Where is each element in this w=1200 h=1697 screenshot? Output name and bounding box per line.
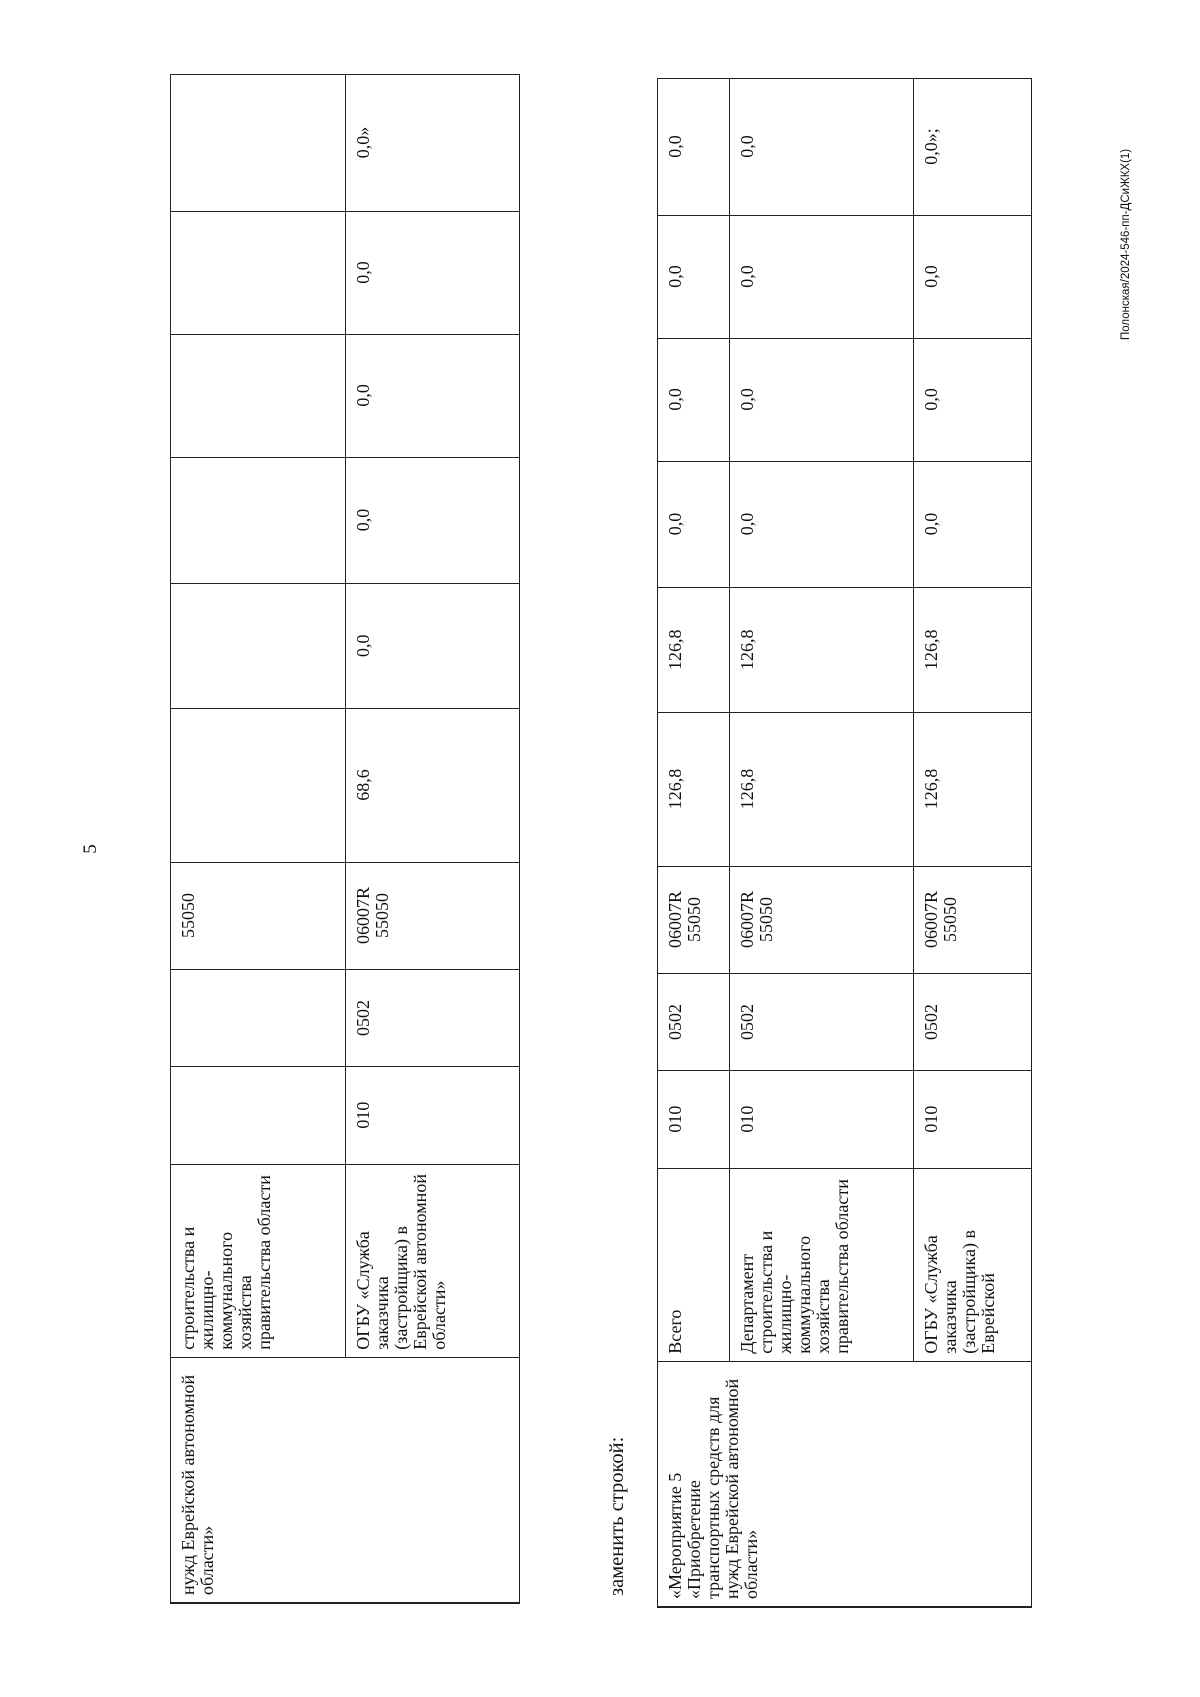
executor-cell: строительства и жилищно-коммунального хозяйства правительства области bbox=[171, 1164, 346, 1357]
rzpr-cell: 0502 bbox=[658, 974, 730, 1071]
csr-cell: 06007R 55050 bbox=[730, 866, 914, 974]
value-cell bbox=[171, 212, 346, 335]
csr-cell: 06007R 55050 bbox=[914, 866, 1032, 974]
value-cell: 0,0 bbox=[346, 584, 520, 709]
value-cell: 126,8 bbox=[914, 713, 1032, 866]
value-cell: 0,0»; bbox=[914, 79, 1032, 216]
value-cell: 0,0 bbox=[658, 338, 730, 461]
value-cell: 0,0 bbox=[658, 216, 730, 339]
value-cell: 126,8 bbox=[730, 713, 914, 866]
csr-cell: 06007R 55050 bbox=[346, 862, 520, 970]
value-cell: 0,0 bbox=[730, 338, 914, 461]
value-cell: 0,0» bbox=[346, 75, 520, 212]
value-cell bbox=[171, 75, 346, 212]
activity-cell: нужд Еврейской автономной области» bbox=[171, 1357, 520, 1603]
executor-cell: Всего bbox=[658, 1168, 730, 1361]
value-cell: 0,0 bbox=[914, 461, 1032, 587]
table-row bbox=[658, 79, 730, 1608]
table-row bbox=[171, 75, 346, 1604]
rzpr-cell: 0502 bbox=[914, 974, 1032, 1071]
value-cell bbox=[171, 334, 346, 457]
csr-cell: 06007R 55050 bbox=[658, 866, 730, 974]
value-cell: 0,0 bbox=[346, 212, 520, 335]
value-cell: 0,0 bbox=[346, 457, 520, 583]
value-cell: 0,0 bbox=[730, 216, 914, 339]
old-row-table bbox=[170, 74, 520, 1604]
rzpr-cell bbox=[171, 970, 346, 1067]
executor-cell: ОГБУ «Служба заказчика (застройщика) в Еврейской bbox=[914, 1168, 1032, 1361]
value-cell: 0,0 bbox=[914, 216, 1032, 339]
document-reference-code: Полонская/2024-546-пп-ДСиЖКХ(1) bbox=[1120, 148, 1132, 340]
value-cell: 0,0 bbox=[730, 461, 914, 587]
executor-cell: Департамент строительства и жилищно-коммунального хозяйства правительства области bbox=[730, 1168, 914, 1361]
activity-cell: «Мероприятие 5 «Приобретение транспортных средств для нужд Еврейской автономной области» bbox=[658, 1361, 1032, 1607]
page-number: 5 bbox=[80, 844, 101, 854]
csr-cell: 55050 bbox=[171, 862, 346, 970]
value-cell bbox=[171, 457, 346, 583]
rzpr-cell: 0502 bbox=[730, 974, 914, 1071]
value-cell: 126,8 bbox=[730, 588, 914, 713]
grbs-cell bbox=[171, 1067, 346, 1164]
value-cell: 126,8 bbox=[658, 713, 730, 866]
value-cell bbox=[171, 709, 346, 862]
value-cell: 0,0 bbox=[346, 334, 520, 457]
rzpr-cell: 0502 bbox=[346, 970, 520, 1067]
grbs-cell: 010 bbox=[730, 1071, 914, 1168]
value-cell: 0,0 bbox=[730, 79, 914, 216]
value-cell: 126,8 bbox=[914, 588, 1032, 713]
value-cell: 0,0 bbox=[658, 461, 730, 587]
value-cell bbox=[171, 584, 346, 709]
value-cell: 126,8 bbox=[658, 588, 730, 713]
replace-instruction: заменить строкой: bbox=[606, 1436, 628, 1596]
value-cell: 0,0 bbox=[914, 338, 1032, 461]
replacement-row-table bbox=[657, 78, 1032, 1608]
grbs-cell: 010 bbox=[658, 1071, 730, 1168]
grbs-cell: 010 bbox=[346, 1067, 520, 1164]
grbs-cell: 010 bbox=[914, 1071, 1032, 1168]
executor-cell: ОГБУ «Служба заказчика (застройщика) в Еврейской автономной области» bbox=[346, 1164, 520, 1357]
value-cell: 0,0 bbox=[658, 79, 730, 216]
value-cell: 68,6 bbox=[346, 709, 520, 862]
